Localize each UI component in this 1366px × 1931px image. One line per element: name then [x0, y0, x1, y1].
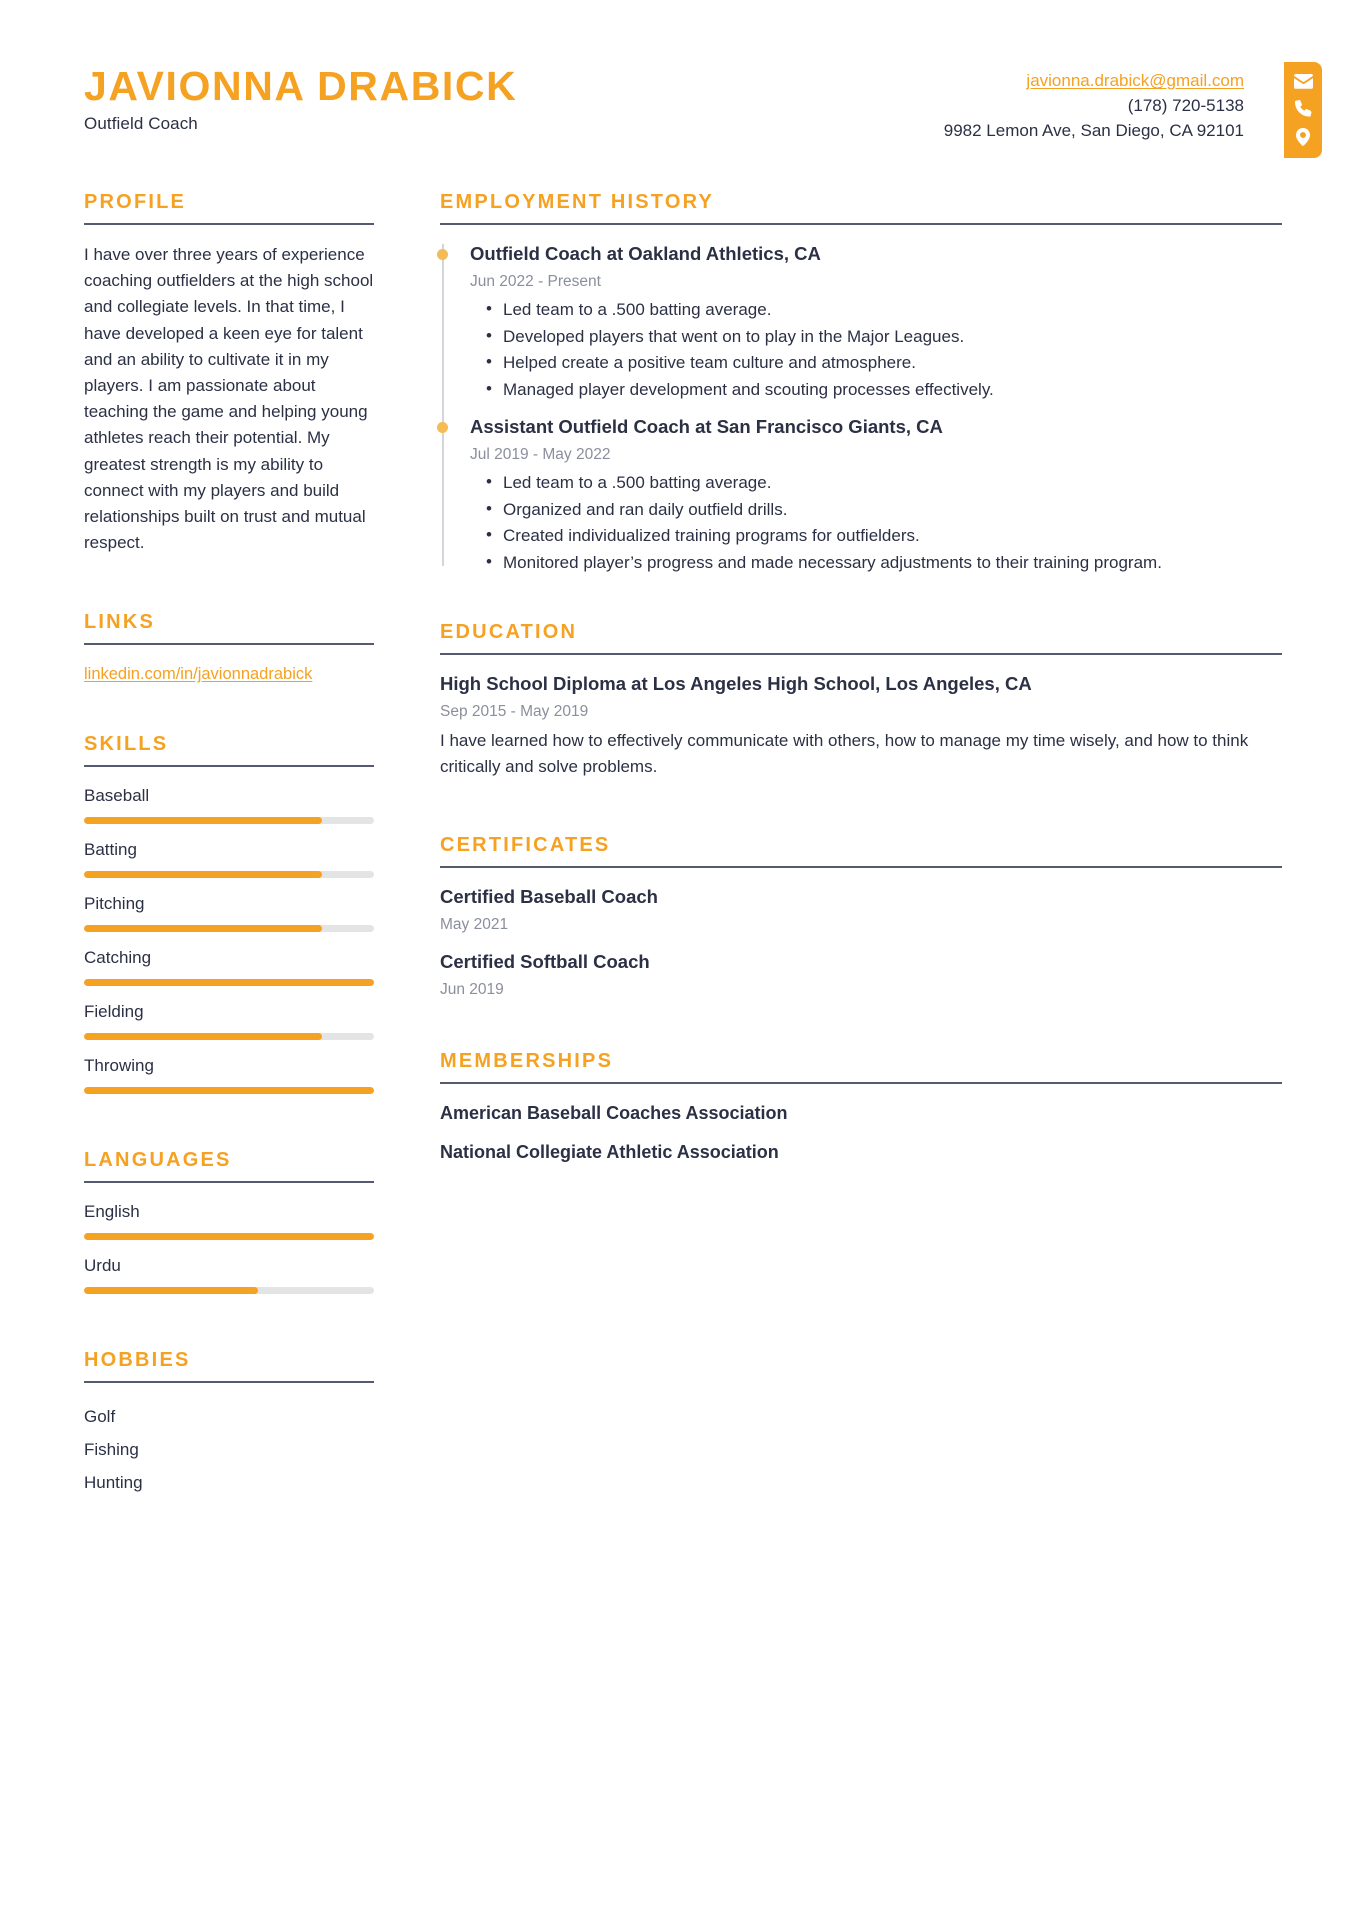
spacer [84, 1108, 374, 1148]
contact-address: 9982 Lemon Ave, San Diego, CA 92101 [943, 121, 1244, 140]
skill-label: Catching [84, 948, 152, 968]
skill-bar-track [84, 1087, 374, 1094]
skill-bar-track [84, 817, 374, 824]
profile-text: I have over three years of experience coaching outfielders at the high school and collegiate levels. In that time, I have developed a keen eye for talent and an ability to cultivate it in my players. I am passionate about teaching the game and helping young athletes reach their potential. My greatest strength is my ability to connect with my players and build relationships built on trust and mutual respect. [84, 245, 374, 553]
certificate-title: Certified Baseball Coach [440, 885, 658, 907]
skill-bar-fill [84, 1033, 322, 1040]
skill-bar-fill [84, 817, 322, 824]
section-languages [84, 1148, 374, 1294]
employment-title: Assistant Outfield Coach at San Francisco Giants, CA [470, 416, 943, 438]
section-certificates [440, 833, 1282, 1001]
skill-row [84, 946, 374, 986]
bullet-item: • Managed player development and scouting processes effectively. [470, 377, 1282, 404]
section-divider [440, 866, 1282, 868]
certificate-title: Certified Softball Coach [440, 950, 650, 972]
membership-item: American Baseball Coaches Association [440, 1103, 788, 1124]
bullet-item: • Organized and ran daily outfield drills. [470, 497, 1282, 524]
language-row [84, 1200, 374, 1240]
right-column [440, 190, 1282, 1179]
section-divider [440, 1082, 1282, 1084]
certificate-date: May 2021 [440, 915, 509, 933]
spacer [440, 791, 1282, 833]
section-employment [440, 190, 1282, 576]
bullet-item: • Helped create a positive team culture and atmosphere. [470, 350, 1282, 377]
spacer [440, 588, 1282, 620]
language-row [84, 1254, 374, 1294]
page-title: JAVIONNA DRABICK [84, 63, 518, 109]
timeline-dot-icon [437, 249, 448, 260]
skill-bar-fill [84, 979, 374, 986]
spacer [84, 692, 374, 732]
section-divider [440, 223, 1282, 225]
hobby-item: Golf [84, 1407, 116, 1427]
section-heading-links: LINKS [84, 611, 155, 634]
spacer [440, 1007, 1282, 1049]
skill-label: Throwing [84, 1056, 154, 1076]
bullet-item: • Monitored player’s progress and made necessary adjustments to their training program. [470, 550, 1282, 577]
skill-row [84, 784, 374, 824]
education-description: I have learned how to effectively communicate with others, how to manage my time wisely, and how to think critically and solve problems. [440, 730, 1249, 777]
section-heading-education: EDUCATION [440, 621, 578, 644]
contact-block [944, 68, 1244, 143]
skill-label: Baseball [84, 786, 150, 806]
skill-row [84, 892, 374, 932]
contact-icon-tab [1284, 62, 1322, 158]
language-bar-track [84, 1287, 374, 1294]
education-entry [440, 672, 1282, 780]
education-date: Sep 2015 - May 2019 [440, 703, 589, 721]
section-divider [84, 223, 374, 225]
certificate-entry [440, 950, 1282, 1001]
section-hobbies [84, 1348, 374, 1499]
skill-row [84, 838, 374, 878]
skill-row [84, 1000, 374, 1040]
section-heading-certificates: CERTIFICATES [440, 833, 611, 856]
link-item[interactable]: linkedin.com/in/javionnadrabick [84, 665, 313, 684]
language-label: Urdu [84, 1256, 121, 1276]
bullet-item: • Led team to a .500 batting average. [470, 470, 1282, 497]
employment-date: Jul 2019 - May 2022 [470, 446, 611, 464]
section-links [84, 610, 374, 686]
section-divider [84, 765, 374, 767]
section-heading-hobbies: HOBBIES [84, 1349, 191, 1372]
language-bar-track [84, 1233, 374, 1240]
section-divider [440, 653, 1282, 655]
bullet-item: • Led team to a .500 batting average. [470, 297, 1282, 324]
employment-date: Jun 2022 - Present [470, 272, 601, 290]
section-heading-profile: PROFILE [84, 191, 187, 213]
section-education [440, 620, 1282, 780]
skill-bar-fill [84, 1087, 374, 1094]
skill-bar-fill [84, 925, 322, 932]
employment-title: Outfield Coach at Oakland Athletics, CA [470, 243, 821, 264]
bullet-item: • Developed players that went on to play in the Major Leagues. [470, 324, 1282, 351]
section-heading-languages: LANGUAGES [84, 1149, 232, 1172]
employment-bullets [470, 470, 1282, 576]
envelope-icon [1294, 74, 1313, 89]
section-heading-skills: SKILLS [84, 733, 169, 756]
section-heading-memberships: MEMBERSHIPS [440, 1050, 614, 1073]
section-memberships [440, 1049, 1282, 1165]
certificate-date: Jun 2019 [440, 980, 504, 998]
contact-email[interactable]: javionna.drabick@gmail.com [1026, 71, 1244, 90]
skill-bar-track [84, 925, 374, 932]
certificate-entry [440, 885, 1282, 936]
hobby-item: Fishing [84, 1440, 139, 1460]
resume-header [0, 0, 1366, 190]
language-label: English [84, 1202, 140, 1222]
language-bar-fill [84, 1287, 258, 1294]
section-divider [84, 1181, 374, 1183]
bullet-item: • Created individualized training programs for outfielders. [470, 523, 1282, 550]
skill-bar-track [84, 871, 374, 878]
skill-label: Batting [84, 840, 137, 860]
education-title: High School Diploma at Los Angeles High School, Los Angeles, CA [440, 673, 1032, 695]
spacer [84, 1308, 374, 1348]
membership-item: National Collegiate Athletic Association [440, 1142, 779, 1163]
location-pin-icon [1296, 128, 1310, 146]
employment-entry [470, 242, 1282, 403]
job-title: Outfield Coach [84, 114, 198, 134]
skill-bar-track [84, 979, 374, 986]
employment-entry [470, 415, 1282, 576]
employment-timeline [442, 242, 1282, 576]
name-block [84, 64, 517, 134]
skill-label: Pitching [84, 894, 145, 914]
skill-row [84, 1054, 374, 1094]
section-skills [84, 732, 374, 1094]
section-divider [84, 643, 374, 645]
spacer [84, 562, 374, 610]
hobby-item: Hunting [84, 1473, 143, 1493]
section-divider [84, 1381, 374, 1383]
phone-icon [1295, 100, 1312, 117]
contact-phone: (178) 720-5138 [1127, 96, 1244, 115]
timeline-dot-icon [437, 422, 448, 433]
language-bar-fill [84, 1233, 374, 1240]
skill-label: Fielding [84, 1002, 144, 1022]
section-profile [84, 190, 374, 556]
section-heading-employment: EMPLOYMENT HISTORY [440, 191, 715, 213]
left-column [84, 190, 374, 1505]
skill-bar-fill [84, 871, 322, 878]
resume-body [0, 190, 1366, 1565]
skill-bar-track [84, 1033, 374, 1040]
employment-bullets [470, 297, 1282, 403]
